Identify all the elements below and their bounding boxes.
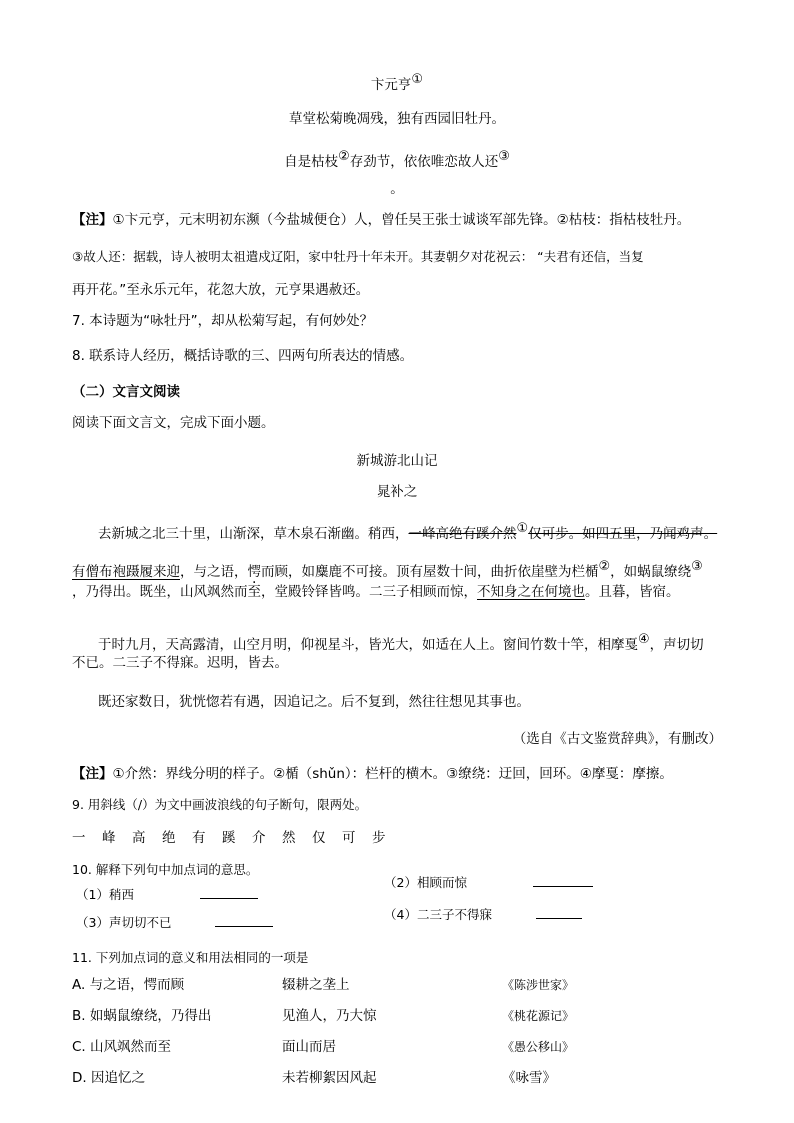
passage-source: （选自《古文鉴赏辞典》，有删改） — [512, 731, 722, 747]
q10-answer-2[interactable] — [533, 872, 593, 887]
section-heading: （二）文言文阅读 — [72, 384, 180, 400]
q11-option-b-source: 《桃花源记》 — [502, 1009, 575, 1023]
q11-option-a[interactable]: A. 与之语，愕而顾 — [72, 977, 185, 993]
q9-char: 峰 — [102, 830, 116, 846]
poem-notes-line-3: 再开花。”至永乐元年，花忽大放，元亨果遇赦还。 — [72, 282, 370, 298]
q10-item-2: （2）相顾而惊 — [384, 872, 593, 893]
question-10: 10. 解释下列句中加点词的意思。 — [72, 862, 259, 877]
poem-line-1: 草堂松菊晚凋残，独有西园旧牡丹。 — [289, 111, 505, 127]
passage-notes: 【注】①介然：界线分明的样子。②楯（shǔn）：栏杆的横木。③缭绕：迂回，回环。④摩戛：摩擦。 — [72, 766, 673, 782]
passage-author: 晁补之 — [376, 484, 418, 500]
q9-char: 可 — [342, 830, 356, 846]
q11-option-b[interactable]: B. 如蜗鼠缭绕，乃得出 — [72, 1008, 212, 1024]
section-intro: 阅读下面文言文，完成下面小题。 — [72, 415, 275, 431]
question-9: 9. 用斜线（/）为文中画波浪线的句子断句，限两处。 — [72, 797, 368, 812]
wavy-sentence: 一峰高绝有蹊介然 — [408, 526, 517, 542]
passage-line-6: 既还家数日，犹恍惚若有遇，因追记之。后不复到，然往往想见其事也。 — [98, 694, 530, 710]
q10-item-1: （1）稍西 — [76, 884, 258, 905]
q9-char: 有 — [192, 830, 206, 846]
q9-char: 步 — [372, 830, 386, 846]
question-7: 7. 本诗题为“咏牡丹”，却从松菊写起，有何妙处？ — [72, 313, 374, 329]
q10-item-3: （3）声切切不已 — [76, 912, 273, 933]
passage-line-5: 不已。二三子不得寐。迟明，皆去。 — [72, 655, 288, 671]
poem-line-2-end: 。 — [390, 181, 404, 197]
q10-answer-3[interactable] — [215, 912, 273, 927]
q9-char: 介 — [252, 830, 266, 846]
q9-char: 蹊 — [222, 830, 236, 846]
q10-item-4: （4）二三子不得寐 — [384, 904, 582, 925]
q9-char: 绝 — [162, 830, 176, 846]
passage-line-1: 去新城之北三十里，山渐深，草木泉石渐幽。稍西，一峰高绝有蹊介然①仅可步。如四五里，乃闻鸡声。 — [98, 521, 718, 542]
poem-line-2: 自是枯枝②存劲节，依依唯恋故人还③ — [284, 149, 510, 170]
q11-option-d-compare: 未若柳絮因风起 — [282, 1070, 377, 1086]
q9-char: 然 — [282, 830, 296, 846]
passage-line-3: ，乃得出。既坐，山风飒然而至，堂殿铃铎皆鸣。二三子相顾而惊，不知身之在何境也。且暮，皆宿。 — [72, 584, 680, 600]
q10-answer-1[interactable] — [200, 884, 258, 899]
passage-line-2: 有僧布袍蹑履来迎，与之语，愕而顾，如麋鹿不可接。顶有屋数十间，曲折依崖壁为栏楯②，如蜗鼠缭绕③ — [72, 559, 703, 580]
q11-option-b-compare: 见渔人，乃大惊 — [282, 1008, 377, 1024]
q11-option-c-compare: 面山而居 — [282, 1039, 336, 1055]
q11-option-d-source: 《咏雪》 — [502, 1070, 556, 1086]
poem-title: 卞元亨① — [370, 72, 424, 93]
question-8: 8. 联系诗人经历，概括诗歌的三、四两句所表达的情感。 — [72, 348, 414, 364]
q9-char: 一 — [72, 830, 86, 846]
question-11: 11. 下列加点词的意义和用法相同的一项是 — [72, 950, 309, 965]
q11-option-a-compare: 辍耕之垄上 — [282, 977, 350, 993]
passage-title: 新城游北山记 — [356, 453, 438, 469]
q11-option-c[interactable]: C. 山风飒然而至 — [72, 1039, 172, 1055]
q11-option-d[interactable]: D. 因追忆之 — [72, 1070, 145, 1086]
q10-answer-4[interactable] — [536, 904, 582, 919]
q11-option-c-source: 《愚公移山》 — [502, 1040, 575, 1054]
passage-line-4: 于时九月，天高露清，山空月明，仰视星斗，皆光大，如适在人上。窗间竹数十竿，相摩戛④，声切切 — [98, 632, 704, 653]
poem-notes-line-2: ③故人还：据载，诗人被明太祖遣戍辽阳，家中牡丹十年未开。其妻朝夕对花祝云： “夫君有还信，当复 — [72, 249, 644, 264]
q9-char: 高 — [132, 830, 146, 846]
q9-sentence — [72, 828, 402, 848]
q11-option-a-source: 《陈涉世家》 — [502, 978, 575, 992]
poem-notes-line-1: 【注】①卞元亨，元末明初东濒（今盐城便仓）人，曾任吴王张士诚谈军部先锋。②枯枝：指枯枝牡丹。 — [72, 212, 691, 228]
q9-char: 仅 — [312, 830, 326, 846]
